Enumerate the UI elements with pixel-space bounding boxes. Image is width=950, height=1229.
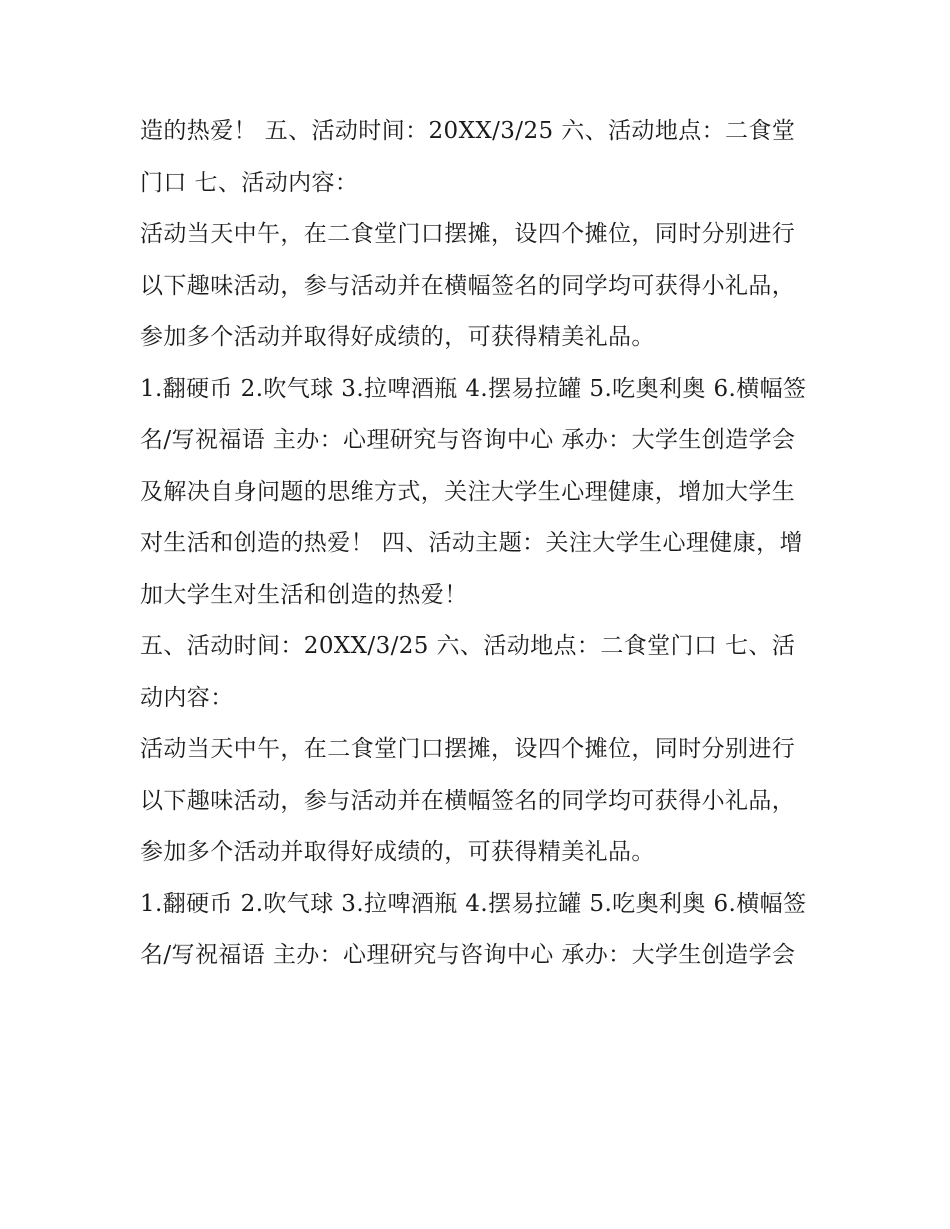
paragraph-activity-list: 1.翻硬币 2.吹气球 3.拉啤酒瓶 4.摆易拉罐 5.吃奥利奥 6.横幅签名/写祝福语 主办：心理研究与咨询中心 承办：大学生创造学会 <box>140 375 807 453</box>
paragraph-activity-theme: 及解决自身问题的思维方式，关注大学生心理健康，增加大学生对生活和创造的热爱！ 四、活动主题：关注大学生心理健康，增加大学生对生活和创造的热爱！ <box>140 478 803 608</box>
paragraph-activity-time-place-repeat: 五、活动时间：20XX/3/25 六、活动地点：二食堂门口 七、活动内容： <box>140 633 796 711</box>
paragraph-activity-list-repeat: 1.翻硬币 2.吹气球 3.拉啤酒瓶 4.摆易拉罐 5.吃奥利奥 6.横幅签名/写祝福语 主办：心理研究与咨询中心 承办：大学生创造学会 <box>140 890 807 968</box>
document-body <box>140 106 812 982</box>
paragraph-activity-content: 活动当天中午，在二食堂门口摆摊，设四个摊位，同时分别进行以下趣味活动，参与活动并在横幅签名的同学均可获得小礼品，参加多个活动并取得好成绩的，可获得精美礼品。 <box>140 221 796 350</box>
paragraph-activity-time-place: 造的热爱！ 五、活动时间：20XX/3/25 六、活动地点：二食堂门口 七、活动内容： <box>140 118 796 196</box>
paragraph-activity-content-repeat: 活动当天中午，在二食堂门口摆摊，设四个摊位，同时分别进行以下趣味活动，参与活动并在横幅签名的同学均可获得小礼品，参加多个活动并取得好成绩的，可获得精美礼品。 <box>140 736 796 865</box>
